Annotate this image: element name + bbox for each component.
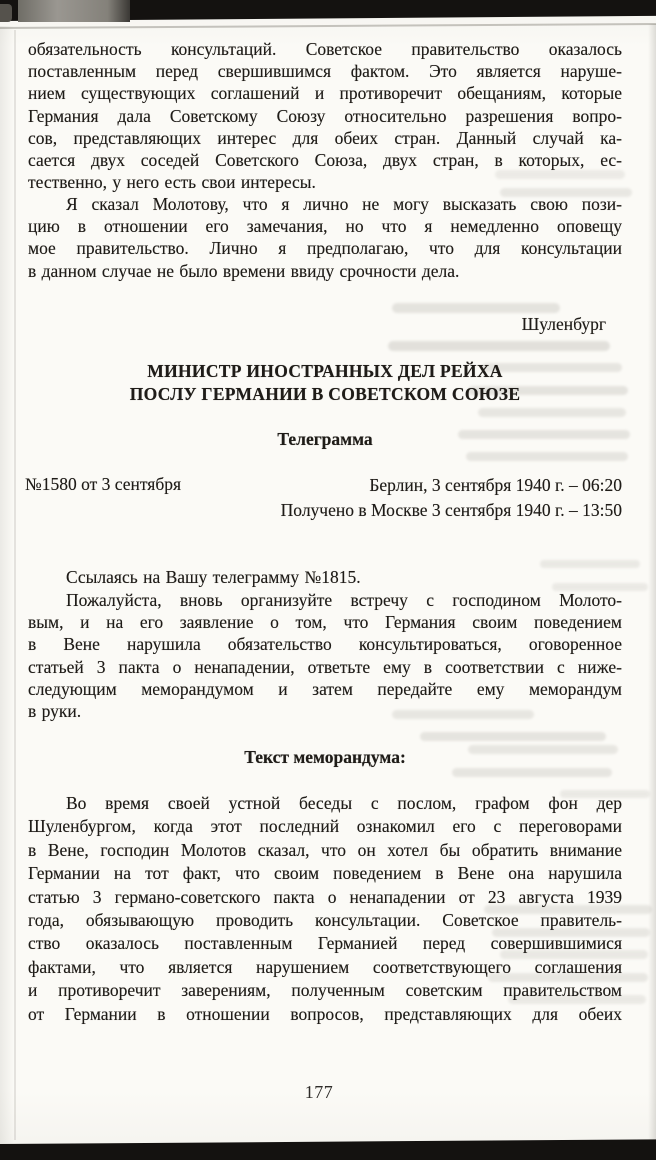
page-left-edge-shade — [0, 26, 14, 1144]
paragraph-referring-to-telegram — [28, 566, 622, 588]
text-line: Ссылаясь на Вашу телеграмму №1815. — [66, 567, 361, 587]
scanner-edge-bottom — [0, 1139, 656, 1160]
bleed-through-artifact — [466, 452, 628, 461]
paragraph-memorandum-text — [28, 792, 622, 1026]
bleed-through-artifact — [452, 768, 612, 777]
page-top-shadow-line — [0, 23, 656, 29]
text-line: и противоречит заверениям, полученным советским правительством — [28, 980, 622, 1001]
text-line: Шуленбургом, когда этот последний ознакомил его с переговорами — [28, 816, 622, 837]
bleed-through-artifact — [420, 732, 606, 741]
text-line: в данном случае не было времени ввиду срочности дела. — [28, 260, 460, 281]
page-right-edge-shade — [648, 24, 656, 1144]
page-left-edge-line — [14, 30, 16, 1140]
text-line: Я сказал Молотову, что я лично не могу высказать свою пози- — [66, 194, 622, 214]
paragraph-i-told-molotov — [28, 193, 622, 282]
text-line: цию в отношении его замечания, но что я немедленно оповещу — [28, 216, 622, 237]
text-line: поставленным перед свершившимся фактом. Это является наруше- — [28, 61, 622, 82]
scanner-edge-gray-patch — [18, 0, 130, 22]
telegram-datelines — [281, 473, 622, 522]
telegram-heading — [28, 360, 622, 406]
text-line: следующим меморандумом и затем передайте ему меморандум — [28, 678, 622, 699]
signature-schulenburg: Шуленбург — [521, 314, 606, 334]
bleed-through-artifact — [388, 341, 610, 351]
text-line: фактами, что является нарушением соответствующего соглашения — [28, 956, 622, 977]
text-line: от Германии в отношении вопросов, представляющих для обеих — [28, 1003, 622, 1024]
telegram-type-label: Телеграмма — [277, 429, 373, 449]
bleed-through-artifact — [392, 303, 560, 313]
text-line: в Вене, господин Молотов сказал, что он хотел бы обратить внимание — [28, 839, 622, 860]
bleed-through-artifact — [478, 408, 626, 417]
telegram-heading-line2: ПОСЛУ ГЕРМАНИИ В СОВЕТСКОМ СОЮЗЕ — [129, 384, 521, 404]
text-line: обязательность консультаций. Советское правительство оказалось — [28, 39, 622, 59]
text-line: вым, и на его заявление о том, что Германия своим поведением — [28, 612, 622, 633]
text-line: в Вене нарушила обязательство консультироваться, оговоренное — [28, 634, 622, 655]
text-line: Германии на тот факт, что своим поведением в Вене она нарушила — [28, 863, 622, 884]
text-line: Германия дала Советскому Союзу относительно разрешения вопро- — [28, 105, 622, 126]
text-line: Пожалуйста, вновь организуйте встречу с господином Молото- — [66, 590, 622, 610]
text-line: сается двух соседей Советского Союза, двух стран, в которых, ес- — [28, 150, 622, 171]
text-line: мое правительство. Лично я предполагаю, что для консультации — [28, 238, 622, 259]
page-number: 177 — [304, 1082, 334, 1102]
telegram-dateline-moscow: Получено в Москве 3 сентября 1940 г. – 13:50 — [280, 499, 622, 520]
paragraph-please-arrange-meeting — [28, 589, 622, 722]
telegram-dateline-berlin: Берлин, 3 сентября 1940 г. – 06:20 — [369, 475, 622, 495]
text-line: года, обязывающую проводить консультации. Советское правитель- — [28, 910, 622, 931]
memorandum-heading: Текст меморандума: — [244, 747, 406, 767]
text-line: сов, представляющих интерес для обеих стран. Данный случай ка- — [28, 127, 622, 148]
text-line: статьей 3 пакта о ненападении, ответьте ему в соответствии с ниже- — [28, 656, 622, 677]
telegram-number: №1580 от 3 сентября — [25, 474, 182, 494]
text-line: Во время своей устной беседы с послом, графом фон дер — [66, 793, 622, 813]
text-line: тественно, у него есть свои интересы. — [28, 172, 316, 193]
text-line: ство оказалось поставленным Германией перед совершившимися — [28, 933, 622, 954]
text-line: нием существующих соглашений и противоречит обещаниям, которые — [28, 83, 622, 104]
text-line: статью 3 германо-советского пакта о ненападении от 23 августа 1939 — [28, 886, 622, 907]
scanner-edge-corner-blob — [0, 4, 12, 22]
paragraph-consultations — [28, 38, 622, 193]
text-line: в руки. — [28, 701, 82, 722]
telegram-heading-line1: МИНИСТР ИНОСТРАННЫХ ДЕЛ РЕЙХА — [147, 361, 503, 381]
